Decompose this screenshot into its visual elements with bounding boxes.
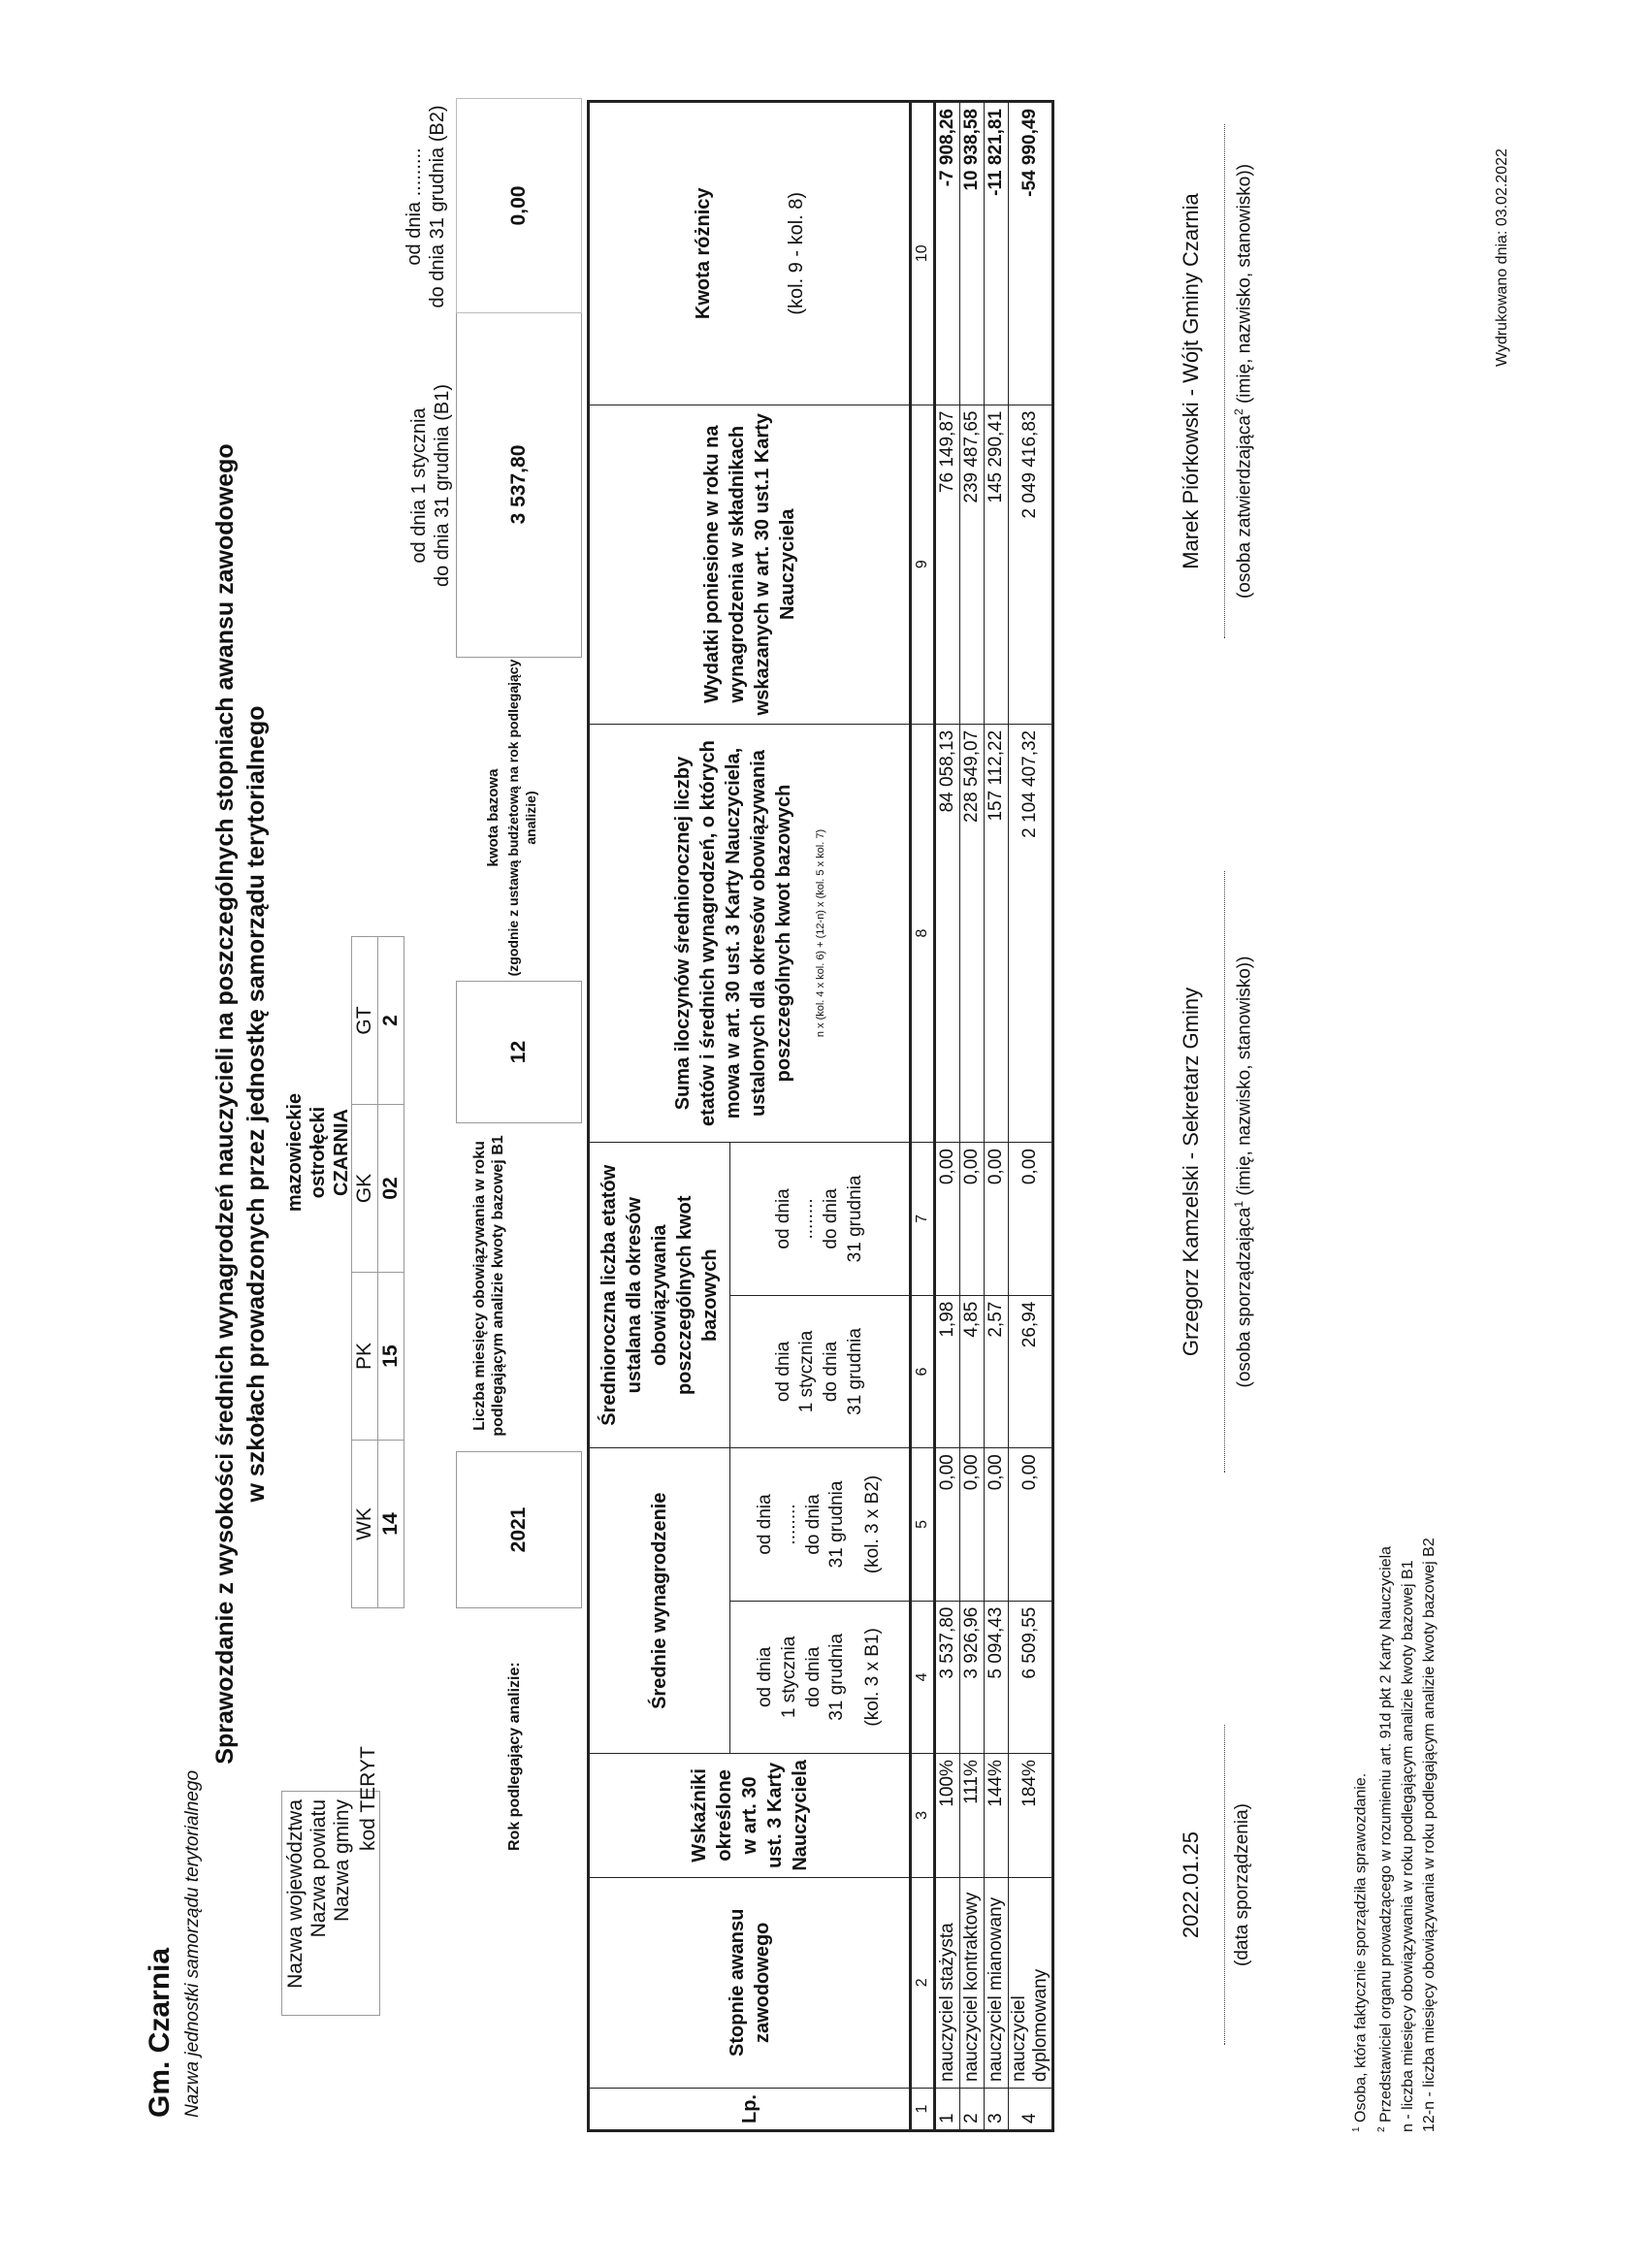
h-suma xyxy=(589,724,911,1142)
cell-roznica: -54 990,49 xyxy=(1009,102,1053,405)
col-number: 1 xyxy=(911,2089,935,2131)
col-number: 9 xyxy=(911,405,935,724)
h-srednie-a4: 31 grudnia xyxy=(826,1633,848,1721)
footnote-2-text: Przedstawiciel organu prowadzącego w rozumieniu art. 91d pkt 2 Karty Nauczyciela xyxy=(1377,1545,1395,2127)
preparer-value: Grzegorz Kamzelski - Sekretarz Gminy xyxy=(1179,987,1203,1357)
approver-caption-text: (osoba zatwierdzająca xyxy=(1234,415,1255,599)
h-srednie-b2 xyxy=(730,1448,911,1601)
wojewodztwo-value: mazowieckie xyxy=(284,1092,306,1213)
b2-value: 0,00 xyxy=(456,98,582,313)
teryt-wk-header: WK xyxy=(352,1441,378,1608)
wojewodztwo-label: Nazwa województwa xyxy=(284,1799,307,1989)
h-etaty: Średnioroczna liczba etatów ustalana dla okresów obowiązywania poszczególnych kwot bazowych xyxy=(589,1143,730,1448)
footnote-12n: 12-n - liczba miesięcy obowiązywania w roku podlegającym analizie kwoty bazowej B2 xyxy=(1420,1538,1438,2132)
gmina-label: Nazwa gminy xyxy=(331,1799,353,1923)
cell-wydatki: 76 149,87 xyxy=(935,405,960,724)
col-number: 5 xyxy=(911,1448,935,1601)
table-row xyxy=(1009,102,1053,2131)
h-srednie-a3: do dnia xyxy=(802,1646,824,1708)
b1-label-line1: od dnia 1 stycznia xyxy=(408,407,430,564)
title-line-2: w szkołach prowadzonych przez jednostkę samorządu terytorialnego xyxy=(242,705,270,1503)
h-wskazniki: Wskaźniki określone w art. 30 ust. 3 Karty Nauczyciela xyxy=(589,1754,911,1878)
teryt-label: kod TERYT xyxy=(357,1746,379,1851)
h-srednie-a5: (kol. 3 x B1) xyxy=(862,1628,884,1727)
col-number: 6 xyxy=(911,1295,935,1448)
h-wydatki: Wydatki poniesione w roku na wynagrodzenia w składnikach wskazanych w art. 30 ust.1 Karty Nauczyciela xyxy=(589,405,911,724)
miesiace-value: 12 xyxy=(456,981,582,1123)
rok-label: Rok podlegający analizie: xyxy=(506,1662,523,1851)
jst-name: Gm. Czarnia xyxy=(144,1947,176,2118)
h-srednie-b1-l5: (kol. 3 x B2) xyxy=(862,1474,884,1574)
footnote-1-sup: 1 xyxy=(1351,2126,1362,2132)
kwota-sub: (zgodnie z ustawą budżetową na rok podlegający analizie) xyxy=(505,659,538,977)
h-etaty-b1-l3: do dnia xyxy=(821,1188,841,1249)
h-srednie-b1-l1: od dnia xyxy=(755,1494,776,1555)
teryt-pk-header: PK xyxy=(352,1273,378,1441)
h-srednie-b1 xyxy=(730,1601,911,1754)
cell-srednie-2: 0,00 xyxy=(985,1448,1009,1601)
powiat-label: Nazwa powiatu xyxy=(307,1799,330,1938)
cell-wydatki: 2 049 416,83 xyxy=(1009,405,1053,724)
teryt-table xyxy=(351,936,404,1608)
cell-lp: 4 xyxy=(1009,2089,1053,2131)
cell-stopien: nauczyciel mianowany xyxy=(985,1877,1009,2088)
footnote-2 xyxy=(1372,1538,1397,2132)
preparer-caption-sup: 1 xyxy=(1232,1200,1245,1208)
cell-srednie-1: 3 926,96 xyxy=(960,1601,985,1754)
cell-etaty-1: 4,85 xyxy=(960,1295,985,1448)
h-etaty-b1-l4: 31 grudnia xyxy=(844,1175,865,1263)
preparer-caption-text: (osoba sporządzająca xyxy=(1234,1207,1255,1388)
cell-roznica: -11 821,81 xyxy=(985,102,1009,405)
cell-lp: 3 xyxy=(985,2089,1009,2131)
footnote-1 xyxy=(1346,1538,1372,2132)
cell-srednie-2: 0,00 xyxy=(1009,1448,1053,1601)
approver-caption xyxy=(1232,124,1255,638)
cell-srednie-2: 0,00 xyxy=(935,1448,960,1601)
cell-etaty-1: 26,94 xyxy=(1009,1295,1053,1448)
cell-stopien: nauczyciel stażysta xyxy=(935,1877,960,2088)
cell-wydatki: 239 487,65 xyxy=(960,405,985,724)
footnote-1-text: Osoba, która faktycznie sporządziła sprawozdanie. xyxy=(1352,1772,1370,2127)
cell-etaty-2: 0,00 xyxy=(1009,1143,1053,1295)
cell-suma: 157 112,22 xyxy=(985,724,1009,1142)
teryt-wk-value: 14 xyxy=(378,1441,404,1608)
preparer-line xyxy=(1224,871,1225,1473)
h-srednie-b1-l3: do dnia xyxy=(802,1494,824,1555)
cell-suma: 2 104 407,32 xyxy=(1009,724,1053,1142)
gmina-value: CZARNIA xyxy=(331,1109,352,1196)
approver-caption-sup: 2 xyxy=(1232,408,1245,415)
teryt-gt-header: GT xyxy=(352,937,378,1105)
cell-wskaznik: 111% xyxy=(960,1754,985,1878)
col-number: 10 xyxy=(911,102,935,405)
cell-etaty-1: 2,57 xyxy=(985,1295,1009,1448)
h-roznica-formula: (kol. 9 - kol. 8) xyxy=(785,191,807,315)
miesiace-label: Liczba miesięcy obowiązywania w roku podlegającym analizie kwoty bazowej B1 xyxy=(471,1135,506,1437)
cell-etaty-1: 1,98 xyxy=(935,1295,960,1448)
h-srednie: Średnie wynagrodzenie xyxy=(589,1448,730,1754)
h-srednie-b1-l2: ........ xyxy=(778,1504,799,1545)
col-number: 2 xyxy=(911,1877,935,2088)
cell-suma: 228 549,07 xyxy=(960,724,985,1142)
col-number: 3 xyxy=(911,1754,935,1878)
rok-value: 2021 xyxy=(456,1451,582,1608)
cell-roznica: 10 938,58 xyxy=(960,102,985,405)
b2-label xyxy=(403,100,449,313)
h-etaty-b2 xyxy=(730,1143,911,1295)
cell-srednie-1: 3 537,80 xyxy=(935,1601,960,1754)
cell-etaty-2: 0,00 xyxy=(935,1143,960,1295)
approver-caption-rest: (imię, nazwisko, stanowisko)) xyxy=(1234,163,1255,409)
cell-stopien: nauczyciel kontraktowy xyxy=(960,1877,985,2088)
teryt-gk-value: 02 xyxy=(378,1105,404,1273)
date-value: 2022.01.25 xyxy=(1179,1831,1203,1939)
b1-label-line2: do dnia 31 grudnia (B1) xyxy=(432,383,453,588)
table-row xyxy=(935,102,960,2131)
cell-srednie-2: 0,00 xyxy=(960,1448,985,1601)
footnote-2-sup: 2 xyxy=(1376,2126,1388,2132)
h-etaty-a4: 31 grudnia xyxy=(844,1328,865,1415)
h-etaty-a1: od dnia xyxy=(772,1341,793,1403)
h-roznica-text: Kwota różnicy xyxy=(692,187,714,320)
h-etaty-a3: do dnia xyxy=(821,1341,841,1403)
h-etaty-a2: 1 stycznia xyxy=(796,1330,818,1413)
preparer-caption-rest: (imię, nazwisko, stanowisko)) xyxy=(1234,956,1255,1201)
footnote-n: n - liczba miesięcy obowiązywania w roku podlegającym analizie kwoty bazowej B1 xyxy=(1399,1560,1416,2132)
teryt-gk-header: GK xyxy=(352,1105,378,1273)
b2-label-line2: do dnia 31 grudnia (B2) xyxy=(427,105,448,308)
cell-suma: 84 058,13 xyxy=(935,724,960,1142)
b2-label-line1: od dnia ......... xyxy=(404,147,425,266)
table-row xyxy=(960,102,985,2131)
h-etaty-b1 xyxy=(730,1295,911,1448)
cell-lp: 1 xyxy=(935,2089,960,2131)
col-number: 7 xyxy=(911,1143,935,1295)
b1-value: 3 537,80 xyxy=(456,311,582,658)
b1-label xyxy=(407,313,454,658)
date-caption: (data sporządzenia) xyxy=(1232,1803,1252,1966)
cell-roznica: -7 908,26 xyxy=(935,102,960,405)
cell-stopien: nauczyciel dyplomowany xyxy=(1009,1877,1053,2088)
h-srednie-b1-l4: 31 grudnia xyxy=(826,1480,848,1569)
h-etaty-b1-l2: ........ xyxy=(796,1198,818,1240)
cell-etaty-2: 0,00 xyxy=(960,1143,985,1295)
h-roznica xyxy=(589,102,911,405)
h-stopnie: Stopnie awansu zawodowego xyxy=(589,1877,911,2088)
h-etaty-b1-l1: od dnia xyxy=(772,1188,793,1249)
approver-value: Marek Piórkowski - Wójt Gminy Czarnia xyxy=(1179,193,1203,569)
cell-wskaznik: 144% xyxy=(985,1754,1009,1878)
cell-srednie-1: 6 509,55 xyxy=(1009,1601,1053,1754)
printed-date: Wydrukowano dnia: 03.02.2022 xyxy=(1494,148,1510,367)
powiat-value: ostrołęcki xyxy=(307,1106,329,1199)
title-line-1: Sprawozdanie z wysokości średnich wynagrodzeń nauczycieli na poszczególnych stopniach awansu zawodowego xyxy=(211,443,239,1765)
table-row xyxy=(985,102,1009,2131)
col-number: 8 xyxy=(911,724,935,1142)
date-line xyxy=(1224,1725,1225,2045)
teryt-gt-value: 2 xyxy=(378,937,404,1105)
h-srednie-a1: od dnia xyxy=(755,1646,776,1708)
teryt-pk-value: 15 xyxy=(378,1273,404,1441)
kwota-label: kwota bazowa xyxy=(485,768,501,867)
wages-table xyxy=(587,100,1054,2132)
h-srednie-a2: 1 stycznia xyxy=(778,1636,799,1719)
approver-line xyxy=(1224,124,1225,638)
admin-values xyxy=(283,1007,353,1298)
cell-etaty-2: 0,00 xyxy=(985,1143,1009,1295)
cell-wydatki: 145 290,41 xyxy=(985,405,1009,724)
h-lp: Lp. xyxy=(589,2089,911,2131)
cell-wskaznik: 100% xyxy=(935,1754,960,1878)
footnotes xyxy=(1346,1538,1440,2132)
cell-srednie-1: 5 094,43 xyxy=(985,1601,1009,1754)
jst-caption: Nazwa jednostki samorządu terytorialnego xyxy=(182,1769,203,2118)
cell-wskaznik: 184% xyxy=(1009,1754,1053,1878)
h-suma-formula: n x (kol. 4 x kol. 6) + (12-n) x (kol. 5 x kol. 7) xyxy=(815,828,827,1038)
cell-lp: 2 xyxy=(960,2089,985,2131)
preparer-caption xyxy=(1232,871,1255,1473)
col-number: 4 xyxy=(911,1601,935,1754)
h-suma-text: Suma iloczynów średniorocznej liczby etatów i średnich wynagrodzeń, o których mowa w art. 30 ust. 3 Karty Nauczyciela, ustalonych dla okresów obowiązywania poszczególnych kwot bazowych xyxy=(672,740,795,1126)
